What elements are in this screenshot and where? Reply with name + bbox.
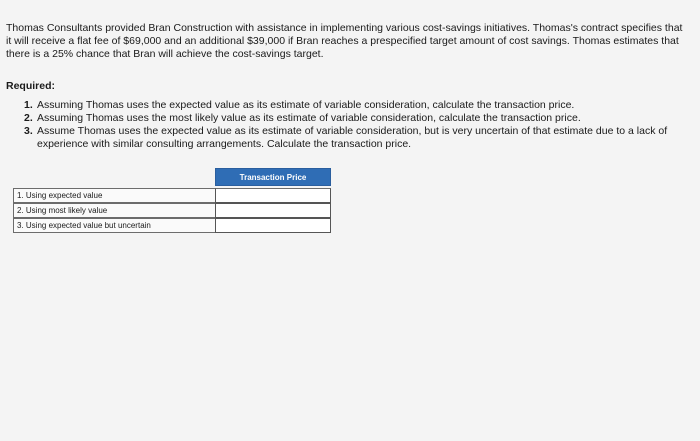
row-label-expected-value: 1. Using expected value [13,188,215,203]
expected-value-price-input[interactable] [216,190,328,201]
row-label-expected-value-uncertain: 3. Using expected value but uncertain [13,218,215,233]
requirement-item [24,125,684,151]
input-cell [215,188,331,203]
transaction-price-table [13,168,331,233]
requirement-item [24,112,684,125]
requirement-text: Assume Thomas uses the expected value as its estimate of variable consideration, but is very uncertain of that estimate due to a lack of experience with similar consulting arrangements. Calculate the transaction price. [37,125,668,150]
input-cell [215,218,331,233]
requirement-number: 2. [24,112,33,124]
table-row [13,218,331,233]
header-spacer-cell [13,168,215,186]
requirement-number: 1. [24,99,33,111]
required-heading: Required: [6,80,56,92]
table-row [13,203,331,218]
requirement-number: 3. [24,125,33,137]
table-row [13,188,331,203]
table-header-row [13,168,331,186]
problem-intro-text: Thomas Consultants provided Bran Construction with assistance in implementing various cost-savings initiatives. Thomas's contract specifies that it will receive a flat fee of $69,000 and an additional $39,000 if Bran reaches a prespecified target amount of cost savings. Thomas estimates that there is a 25% chance that Bran will achieve the cost-savings target. [6,22,683,60]
expected-value-uncertain-price-input[interactable] [216,220,328,231]
input-cell [215,203,331,218]
requirement-item [24,99,684,112]
requirement-text: Assuming Thomas uses the most likely value as its estimate of variable consideration, calculate the transaction price. [37,112,581,124]
transaction-price-header: Transaction Price [215,168,331,186]
requirement-text: Assuming Thomas uses the expected value as its estimate of variable consideration, calculate the transaction price. [37,99,575,111]
row-label-most-likely-value: 2. Using most likely value [13,203,215,218]
most-likely-value-price-input[interactable] [216,205,328,216]
requirements-list [24,99,684,151]
